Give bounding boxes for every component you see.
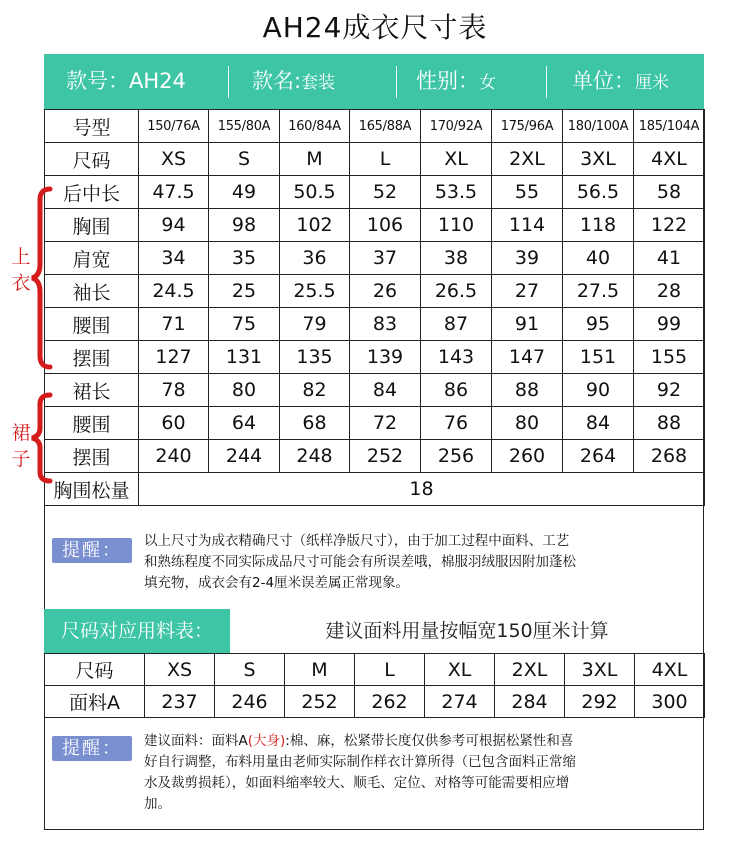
- gender: 性别：女: [416, 69, 496, 93]
- measure-cell: 71: [139, 308, 209, 341]
- size-cell: L: [350, 143, 421, 176]
- measure-cell: 47.5: [139, 176, 209, 209]
- measure-cell: 90: [563, 374, 634, 407]
- model-cell: 165/88A: [350, 110, 421, 143]
- row-label: 胸围松量: [45, 473, 139, 506]
- measure-cell: 143: [421, 341, 492, 374]
- measure-cell: 244: [209, 440, 280, 473]
- group-label-skirt: 裙 子: [11, 422, 31, 470]
- fabric-cell: 300: [635, 686, 705, 718]
- measure-cell: 139: [350, 341, 421, 374]
- brace-skirt: [30, 392, 54, 484]
- measure-cell: 248: [280, 440, 350, 473]
- measure-cell: 82: [280, 374, 350, 407]
- measure-cell: 94: [139, 209, 209, 242]
- measure-cell: 84: [563, 407, 634, 440]
- size-cell: M: [285, 654, 355, 686]
- measure-cell: 80: [209, 374, 280, 407]
- page-title: AH24成衣尺寸表: [262, 11, 488, 44]
- row-label: 肩宽: [45, 242, 139, 275]
- size-table: [44, 109, 705, 506]
- measure-cell: 114: [492, 209, 563, 242]
- size-cell: 4XL: [634, 143, 705, 176]
- row-label: 后中长: [45, 176, 139, 209]
- model-cell: 170/92A: [421, 110, 492, 143]
- measure-cell: 26.5: [421, 275, 492, 308]
- measure-cell: 39: [492, 242, 563, 275]
- table-row: [45, 374, 705, 407]
- measure-cell: 118: [563, 209, 634, 242]
- fabric-cell: 246: [215, 686, 285, 718]
- reminder-tag: 提醒：: [52, 736, 132, 761]
- model-cell: 155/80A: [209, 110, 280, 143]
- measure-cell: 95: [563, 308, 634, 341]
- brace-top: [30, 186, 54, 370]
- table-row: [45, 209, 705, 242]
- table-row: [45, 176, 705, 209]
- reminder-2: [44, 719, 704, 830]
- style-number: 款号：AH24: [66, 69, 186, 93]
- unit: 单位：厘米: [572, 69, 669, 93]
- measure-cell: 25: [209, 275, 280, 308]
- table-row: [45, 654, 705, 686]
- reminder-1: [44, 521, 704, 609]
- group-label-top: 上 衣: [11, 246, 31, 294]
- measure-cell: 28: [634, 275, 705, 308]
- fabric-cell: 237: [145, 686, 215, 718]
- measure-cell: 256: [421, 440, 492, 473]
- measure-cell: 41: [634, 242, 705, 275]
- measure-cell: 56.5: [563, 176, 634, 209]
- measure-cell: 49: [209, 176, 280, 209]
- measure-cell: 91: [492, 308, 563, 341]
- fabric-cell: 284: [495, 686, 565, 718]
- table-row: [45, 341, 705, 374]
- row-label: 摆围: [45, 341, 139, 374]
- measure-cell: 84: [350, 374, 421, 407]
- measure-cell: 88: [634, 407, 705, 440]
- table-row: [45, 440, 705, 473]
- measure-cell: 34: [139, 242, 209, 275]
- measure-cell: 75: [209, 308, 280, 341]
- header-divider: [396, 66, 397, 98]
- table-row: [45, 473, 705, 506]
- measure-cell: 155: [634, 341, 705, 374]
- reminder-text: 以上尺寸为成衣精确尺寸（纸样净版尺寸），由于加工过程中面料、工艺 和熟练程度不同实际成品尺寸可能会有所误差哦，棉服羽绒服因附加蓬松 填充物，成衣会有2-4厘米误差属正常现象。: [144, 533, 576, 591]
- measure-cell: 80: [492, 407, 563, 440]
- table-row: [45, 686, 705, 718]
- reminder-text: 建议面料：面料A(大身):棉、麻，松紧带长度仅供参考可根据松紧性和喜 好自行调整，布料用量由老师实际制作样衣计算所得（已包含面料正常缩 水及裁剪损耗），如面料缩率较大、顺毛、定位、对格等可能需要相应增 加。: [144, 733, 576, 812]
- model-cell: 180/100A: [563, 110, 634, 143]
- row-label: 尺码: [45, 143, 139, 176]
- measure-cell: 60: [139, 407, 209, 440]
- row-label: 号型: [45, 110, 139, 143]
- measure-cell: 87: [421, 308, 492, 341]
- measure-cell: 58: [634, 176, 705, 209]
- measure-cell: 268: [634, 440, 705, 473]
- measure-cell: 52: [350, 176, 421, 209]
- measure-cell: 102: [280, 209, 350, 242]
- fabric-cell: 252: [285, 686, 355, 718]
- row-label: 尺码: [45, 654, 145, 686]
- measure-cell: 127: [139, 341, 209, 374]
- measure-cell: 98: [209, 209, 280, 242]
- measure-cell: 92: [634, 374, 705, 407]
- measure-cell: 36: [280, 242, 350, 275]
- size-cell: 2XL: [495, 654, 565, 686]
- size-cell: M: [280, 143, 350, 176]
- table-row: [45, 308, 705, 341]
- size-cell: 4XL: [635, 654, 705, 686]
- row-label: 袖长: [45, 275, 139, 308]
- measure-cell: 27.5: [563, 275, 634, 308]
- row-label: 裙长: [45, 374, 139, 407]
- measure-cell: 78: [139, 374, 209, 407]
- measure-cell: 106: [350, 209, 421, 242]
- measure-cell: 27: [492, 275, 563, 308]
- measure-cell: 264: [563, 440, 634, 473]
- measure-cell: 68: [280, 407, 350, 440]
- fabric-cell: 292: [565, 686, 635, 718]
- fabric-width-note: 建议面料用量按幅宽150厘米计算: [325, 620, 609, 642]
- measure-cell: 35: [209, 242, 280, 275]
- table-row: [45, 143, 705, 176]
- measure-cell: 40: [563, 242, 634, 275]
- model-cell: 150/76A: [139, 110, 209, 143]
- fabric-heading-row: [44, 609, 704, 653]
- fabric-cell: 262: [355, 686, 425, 718]
- row-label: 面料A: [45, 686, 145, 718]
- header-bar: [44, 54, 704, 109]
- measure-cell: 135: [280, 341, 350, 374]
- row-label: 摆围: [45, 440, 139, 473]
- measure-cell: 50.5: [280, 176, 350, 209]
- measure-cell: 252: [350, 440, 421, 473]
- table-row: [45, 275, 705, 308]
- row-label: 胸围: [45, 209, 139, 242]
- measure-cell: 131: [209, 341, 280, 374]
- measure-cell: 55: [492, 176, 563, 209]
- size-cell: S: [209, 143, 280, 176]
- style-name: 款名:套装: [252, 69, 336, 93]
- row-label: 腰围: [45, 308, 139, 341]
- table-row: [45, 407, 705, 440]
- model-cell: 160/84A: [280, 110, 350, 143]
- measure-cell: 53.5: [421, 176, 492, 209]
- header-divider: [228, 66, 229, 98]
- table-row: [45, 110, 705, 143]
- fabric-cell: 274: [425, 686, 495, 718]
- measure-cell: 122: [634, 209, 705, 242]
- measure-cell: 88: [492, 374, 563, 407]
- measure-cell: 83: [350, 308, 421, 341]
- measure-cell: 151: [563, 341, 634, 374]
- measure-cell: 24.5: [139, 275, 209, 308]
- size-cell: 3XL: [565, 654, 635, 686]
- size-cell: XL: [425, 654, 495, 686]
- model-cell: 175/96A: [492, 110, 563, 143]
- size-cell: L: [355, 654, 425, 686]
- measure-cell: 110: [421, 209, 492, 242]
- reminder-tag: 提醒：: [52, 538, 132, 563]
- measure-cell: 37: [350, 242, 421, 275]
- table-row: [45, 242, 705, 275]
- measure-cell: 147: [492, 341, 563, 374]
- size-cell: S: [215, 654, 285, 686]
- size-cell: XS: [145, 654, 215, 686]
- model-cell: 185/104A: [634, 110, 705, 143]
- fabric-table: [44, 653, 705, 718]
- measure-cell: 260: [492, 440, 563, 473]
- ease-value: 18: [139, 473, 705, 506]
- measure-cell: 240: [139, 440, 209, 473]
- measure-cell: 86: [421, 374, 492, 407]
- size-cell: 3XL: [563, 143, 634, 176]
- size-cell: XS: [139, 143, 209, 176]
- measure-cell: 72: [350, 407, 421, 440]
- measure-cell: 64: [209, 407, 280, 440]
- measure-cell: 38: [421, 242, 492, 275]
- measure-cell: 99: [634, 308, 705, 341]
- measure-cell: 79: [280, 308, 350, 341]
- size-cell: XL: [421, 143, 492, 176]
- measure-cell: 76: [421, 407, 492, 440]
- header-divider: [546, 66, 547, 98]
- measure-cell: 26: [350, 275, 421, 308]
- measure-cell: 25.5: [280, 275, 350, 308]
- size-cell: 2XL: [492, 143, 563, 176]
- row-label: 腰围: [45, 407, 139, 440]
- fabric-table-heading: 尺码对应用料表：: [44, 609, 230, 653]
